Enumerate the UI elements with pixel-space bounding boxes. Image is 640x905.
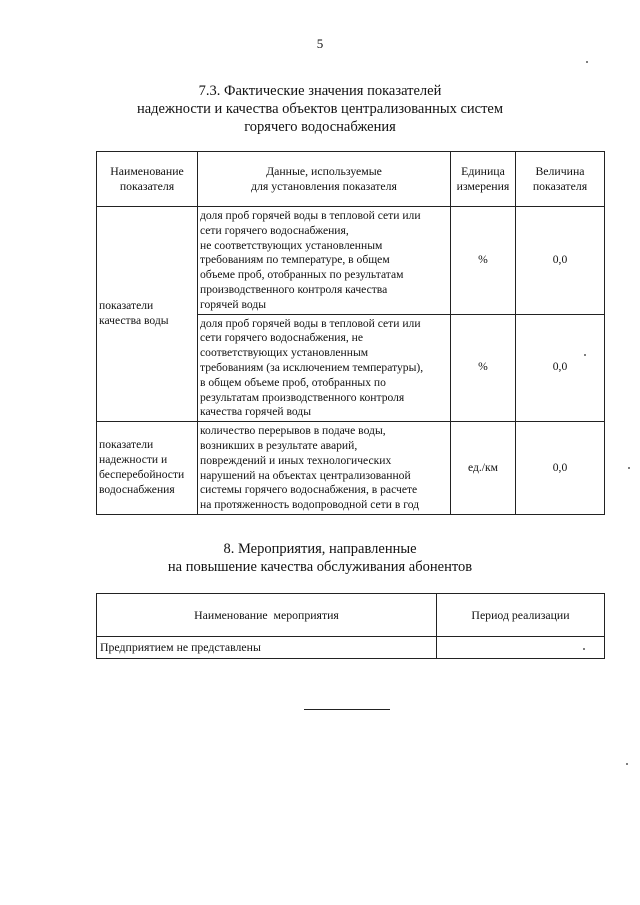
table-row [97,637,605,659]
indicator-value: 0,0 [516,422,605,515]
section-7-3-title-line: горячего водоснабжения [244,119,396,135]
indicator-value: 0,0 [516,314,605,422]
section-8-title [0,540,640,576]
table-row [97,207,605,315]
measure-name: Предприятием не представлены [97,637,437,659]
indicator-data-description: доля проб горячей воды в тепловой сети или сети горячего водоснабжения, не соответствующих установленным требованиям по температуре, в общем объеме проб, отобранных по результатам производственного контроля качества горячей воды [198,207,451,315]
indicator-unit: % [451,314,516,422]
reliability-quality-table [96,151,605,515]
table-row [97,422,605,515]
end-divider [304,709,390,710]
indicator-group-name: показатели надежности и бесперебойности водоснабжения [97,422,198,515]
table-header-row [97,594,605,637]
header-data-used: Данные, используемые для установления показателя [198,152,451,207]
header-measure-name: Наименование мероприятия [97,594,437,637]
header-unit: Единица измерения [451,152,516,207]
scan-speck [626,763,628,765]
scan-speck [583,648,585,650]
section-7-3-title [0,82,640,136]
measure-period [437,637,605,659]
indicator-group-name: показатели качества воды [97,207,198,422]
scan-speck [584,354,586,356]
header-indicator-name: Наименование показателя [97,152,198,207]
scan-speck [586,61,588,63]
page-number: 5 [316,36,324,51]
section-7-3-title-line: 7.3. Фактические значения показателей [198,83,442,99]
indicator-unit: ед./км [451,422,516,515]
section-8-title-line: на повышение качества обслуживания абонентов [167,559,473,575]
scan-speck [628,467,630,469]
table-header-row [97,152,605,207]
measures-table [96,593,605,659]
section-8-title-line: 8. Мероприятия, направленные [223,541,417,557]
indicator-unit: % [451,207,516,315]
header-implementation-period: Период реализации [437,594,605,637]
header-value: Величина показателя [516,152,605,207]
indicator-value: 0,0 [516,207,605,315]
indicator-data-description: доля проб горячей воды в тепловой сети или сети горячего водоснабжения, не соответствующих установленным требованиям (за исключением температуры), в общем объеме проб, отобранных по результатам производственного контроля качества горячей воды [198,314,451,422]
indicator-data-description: количество перерывов в подаче воды, возникших в результате аварий, повреждений и иных технологических нарушений на объектах централизованной системы горячего водоснабжения, в расчете на протяженность водопроводной сети в год [198,422,451,515]
section-7-3-title-line: надежности и качества объектов централизованных систем [136,101,504,117]
